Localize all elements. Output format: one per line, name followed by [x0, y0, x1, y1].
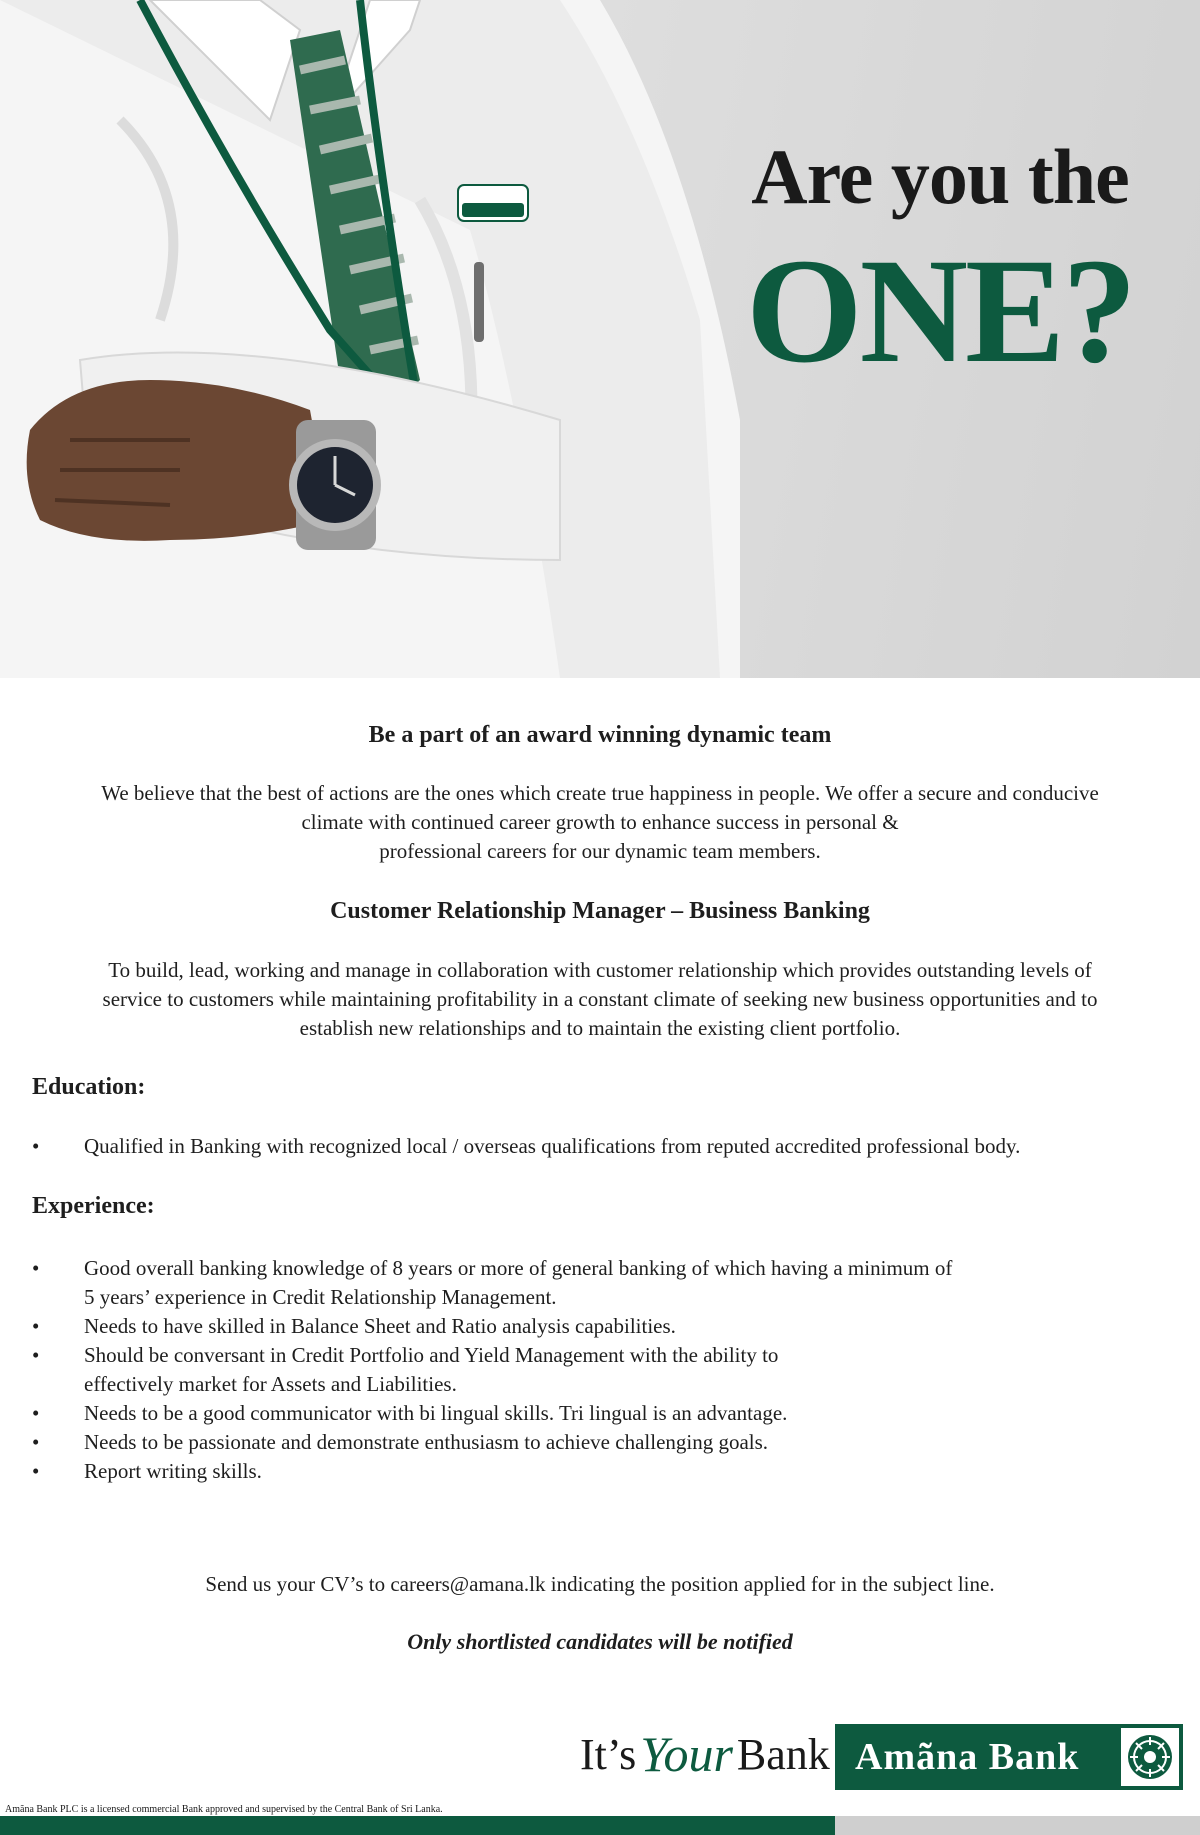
list-item: [32, 1457, 1152, 1486]
hero-photo: [0, 0, 760, 678]
headline-question: Are you the: [751, 133, 1129, 220]
brand-name: Amãna Bank: [855, 1736, 1080, 1778]
bullet-icon: •: [32, 1343, 40, 1367]
slogan-post: Bank: [736, 1729, 830, 1779]
footer-bar-green: [0, 1816, 835, 1835]
experience-item-text: Needs to be a good communicator with bi lingual skills. Tri lingual is an advantage.: [84, 1401, 788, 1425]
shortlist-notice: Only shortlisted candidates will be notified: [407, 1629, 793, 1654]
list-item: [32, 1399, 1152, 1428]
list-item: [32, 1312, 1152, 1341]
experience-item-text: Report writing skills.: [84, 1459, 262, 1483]
experience-item-text: effectively market for Assets and Liabilities.: [84, 1372, 457, 1396]
slogan-script: Your: [640, 1726, 733, 1782]
intro-paragraph: [40, 779, 1160, 866]
experience-item-text: Good overall banking knowledge of 8 years or more of general banking of which having a minimum of: [84, 1256, 953, 1280]
bullet-icon: •: [32, 1430, 40, 1454]
bullet-icon: •: [32, 1314, 40, 1338]
education-list: [32, 1132, 1152, 1161]
headline-one: ONE?: [745, 228, 1135, 394]
slogan-pre: It’s: [580, 1729, 637, 1779]
legal-disclaimer: Amãna Bank PLC is a licensed commercial Bank approved and supervised by the Central Bank of Sri Lanka.: [5, 1804, 443, 1815]
intro-line: professional careers for our dynamic team members.: [379, 839, 821, 863]
list-item: [32, 1341, 1152, 1399]
list-item: [32, 1132, 1152, 1161]
experience-heading: Experience:: [32, 1193, 155, 1219]
experience-list: [32, 1254, 1152, 1486]
bullet-icon: •: [32, 1134, 40, 1158]
bullet-icon: •: [32, 1256, 40, 1280]
education-heading: Education:: [32, 1074, 146, 1100]
role-desc-line: service to customers while maintaining profitability in a constant climate of seeking new business opportunities and to: [102, 987, 1098, 1011]
bullet-icon: •: [32, 1459, 40, 1483]
role-heading: Customer Relationship Manager – Business Banking: [330, 898, 870, 924]
role-description: [40, 956, 1160, 1043]
list-item: [32, 1428, 1152, 1457]
hero-banner: [0, 0, 1200, 678]
experience-item-text: Needs to be passionate and demonstrate enthusiasm to achieve challenging goals.: [84, 1430, 769, 1454]
bullet-icon: •: [32, 1401, 40, 1425]
experience-item-text: 5 years’ experience in Credit Relationship Management.: [84, 1285, 557, 1309]
brand-logo: [835, 1724, 1183, 1790]
experience-item-text: Needs to have skilled in Balance Sheet and Ratio analysis capabilities.: [84, 1314, 676, 1338]
intro-line: We believe that the best of actions are the ones which create true happiness in people. We offer a secure and conducive: [101, 781, 1099, 805]
intro-line: climate with continued career growth to enhance success in personal &: [301, 810, 899, 834]
slogan: [580, 1720, 830, 1788]
cv-instructions: Send us your CV’s to careers@amana.lk indicating the position applied for in the subject line.: [205, 1572, 995, 1596]
role-desc-line: establish new relationships and to maintain the existing client portfolio.: [299, 1016, 901, 1040]
role-desc-line: To build, lead, working and manage in collaboration with customer relationship which provides outstanding levels of: [108, 958, 1092, 982]
experience-item-text: Should be conversant in Credit Portfolio and Yield Management with the ability to: [84, 1343, 779, 1367]
list-item: [32, 1254, 1152, 1312]
education-item-text: Qualified in Banking with recognized local / overseas qualifications from reputed accredited professional body.: [84, 1134, 1021, 1158]
bank-emblem-icon: [1121, 1728, 1179, 1786]
team-heading: Be a part of an award winning dynamic team: [368, 722, 832, 748]
footer-bar-grey: [835, 1816, 1200, 1835]
headline: [710, 133, 1170, 394]
